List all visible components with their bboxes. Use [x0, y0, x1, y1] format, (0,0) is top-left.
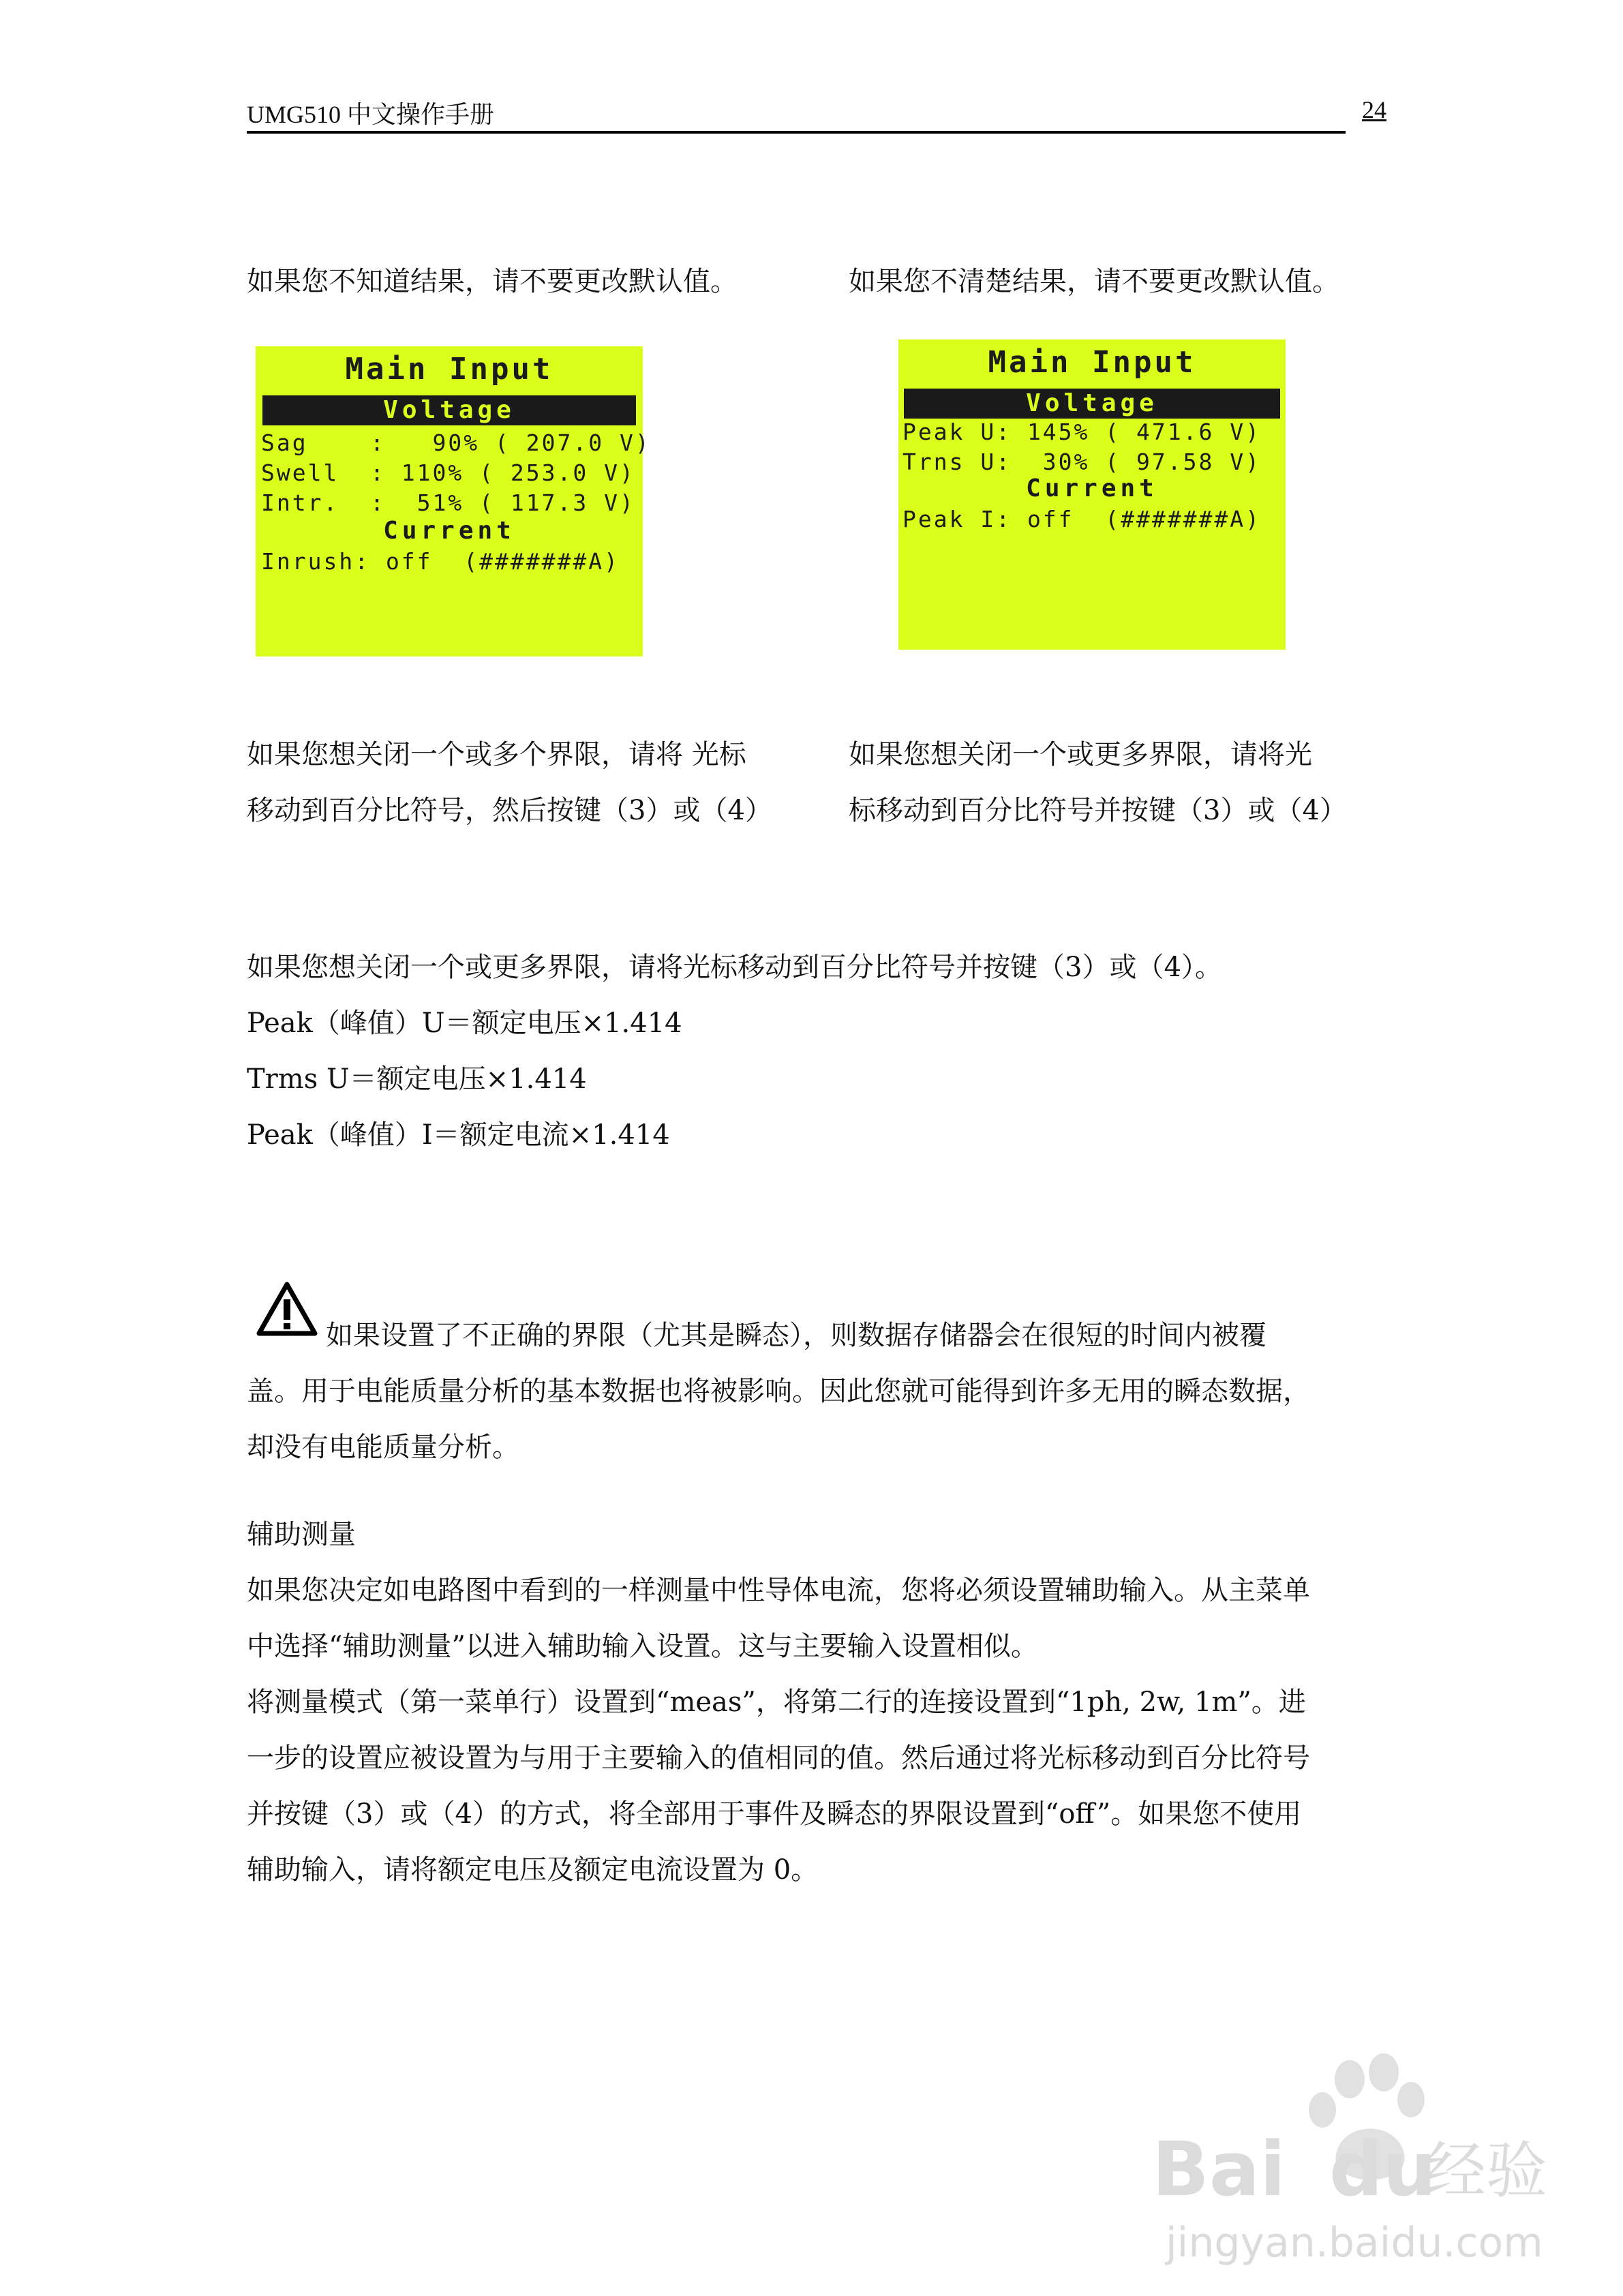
watermark-brand: Bai — [1152, 2126, 1286, 2213]
aux-line-4: 一步的设置应被设置为与用于主要输入的值相同的值。然后通过将光标移动到百分比符号 — [247, 1742, 1310, 1774]
lcd-title: Main Input — [345, 352, 553, 387]
lcd-row-inrush: Inrush: off (#######A) — [261, 548, 620, 575]
lcd-section-current: Current — [383, 517, 515, 545]
left-note-line2: 移动到百分比符号，然后按键（3）或（4） — [247, 795, 772, 826]
watermark-url: jingyan.baidu.com — [1166, 2219, 1543, 2267]
lcd-row-intr: Intr. : 51% ( 117.3 V) — [261, 489, 635, 516]
left-lcd-screen — [256, 346, 651, 656]
watermark-brand-cn: 经验 — [1425, 2135, 1547, 2207]
lcd-row-swell: Swell : 110% ( 253.0 V) — [261, 459, 635, 486]
warning-line-2: 盖。用于电能质量分析的基本数据也将被影响。因此您就可能得到许多无用的瞬态数据， — [247, 1376, 1310, 1407]
lcd-section-voltage: Voltage — [262, 395, 636, 425]
watermark-brand-du: du — [1329, 2126, 1437, 2213]
left-note-line1: 如果您想关闭一个或多个界限，请将 光标 — [247, 739, 746, 770]
aux-line-6: 辅助输入，请将额定电压及额定电流设置为 0。 — [247, 1854, 819, 1886]
formula-peak-i: Peak（峰值）I＝额定电流×1.414 — [247, 1119, 670, 1151]
right-lcd-screen — [898, 339, 1286, 650]
aux-line-1: 如果您决定如电路图中看到的一样测量中性导体电流，您将必须设置辅助输入。从主菜单 — [247, 1575, 1310, 1606]
aux-line-3: 将测量模式（第一菜单行）设置到“meas”，将第二行的连接设置到“1ph, 2w, 1m”。进 — [247, 1687, 1306, 1718]
right-note-line2: 标移动到百分比符号并按键（3）或（4） — [849, 795, 1347, 826]
formula-peak-u: Peak（峰值）U＝额定电压×1.414 — [247, 1008, 682, 1039]
left-intro-text: 如果您不知道结果，请不要更改默认值。 — [247, 266, 738, 297]
aux-line-2: 中选择“辅助测量”以进入辅助输入设置。这与主要输入设置相似。 — [247, 1631, 1038, 1662]
formula-trms-u: Trms U＝额定电压×1.414 — [247, 1063, 587, 1095]
lcd-row-peak-i: Peak I: off (#######A) — [902, 506, 1261, 532]
lcd-section-voltage: Voltage — [904, 389, 1280, 419]
aux-heading: 辅助测量 — [247, 1519, 356, 1550]
document-header-title: UMG510 中文操作手册 — [247, 101, 495, 128]
warning-line-1: 如果设置了不正确的界限（尤其是瞬态），则数据存储器会在很短的时间内被覆 — [326, 1320, 1266, 1351]
warning-line-3: 却没有电能质量分析。 — [247, 1432, 519, 1463]
lcd-row-peak-u: Peak U: 145% ( 471.6 V) — [902, 419, 1261, 445]
right-intro-text: 如果您不清楚结果，请不要更改默认值。 — [849, 266, 1339, 297]
baidu-watermark — [1125, 2052, 1547, 2277]
page-number: 24 — [1362, 96, 1386, 123]
lcd-row-trns-u: Trns U: 30% ( 97.58 V) — [902, 449, 1261, 475]
lcd-title: Main Input — [988, 345, 1196, 380]
right-note-line1: 如果您想关闭一个或更多界限，请将光 — [849, 739, 1312, 770]
header-rule — [247, 131, 1346, 134]
warning-triangle-icon — [256, 1282, 318, 1336]
lcd-row-sag: Sag : 90% ( 207.0 V) — [261, 429, 651, 456]
aux-line-5: 并按键（3）或（4）的方式，将全部用于事件及瞬态的界限设置到“off”。如果您不使用 — [247, 1798, 1302, 1830]
body-line-1: 如果您想关闭一个或更多界限，请将光标移动到百分比符号并按键（3）或（4）。 — [247, 952, 1222, 983]
lcd-section-current: Current — [1026, 474, 1158, 502]
